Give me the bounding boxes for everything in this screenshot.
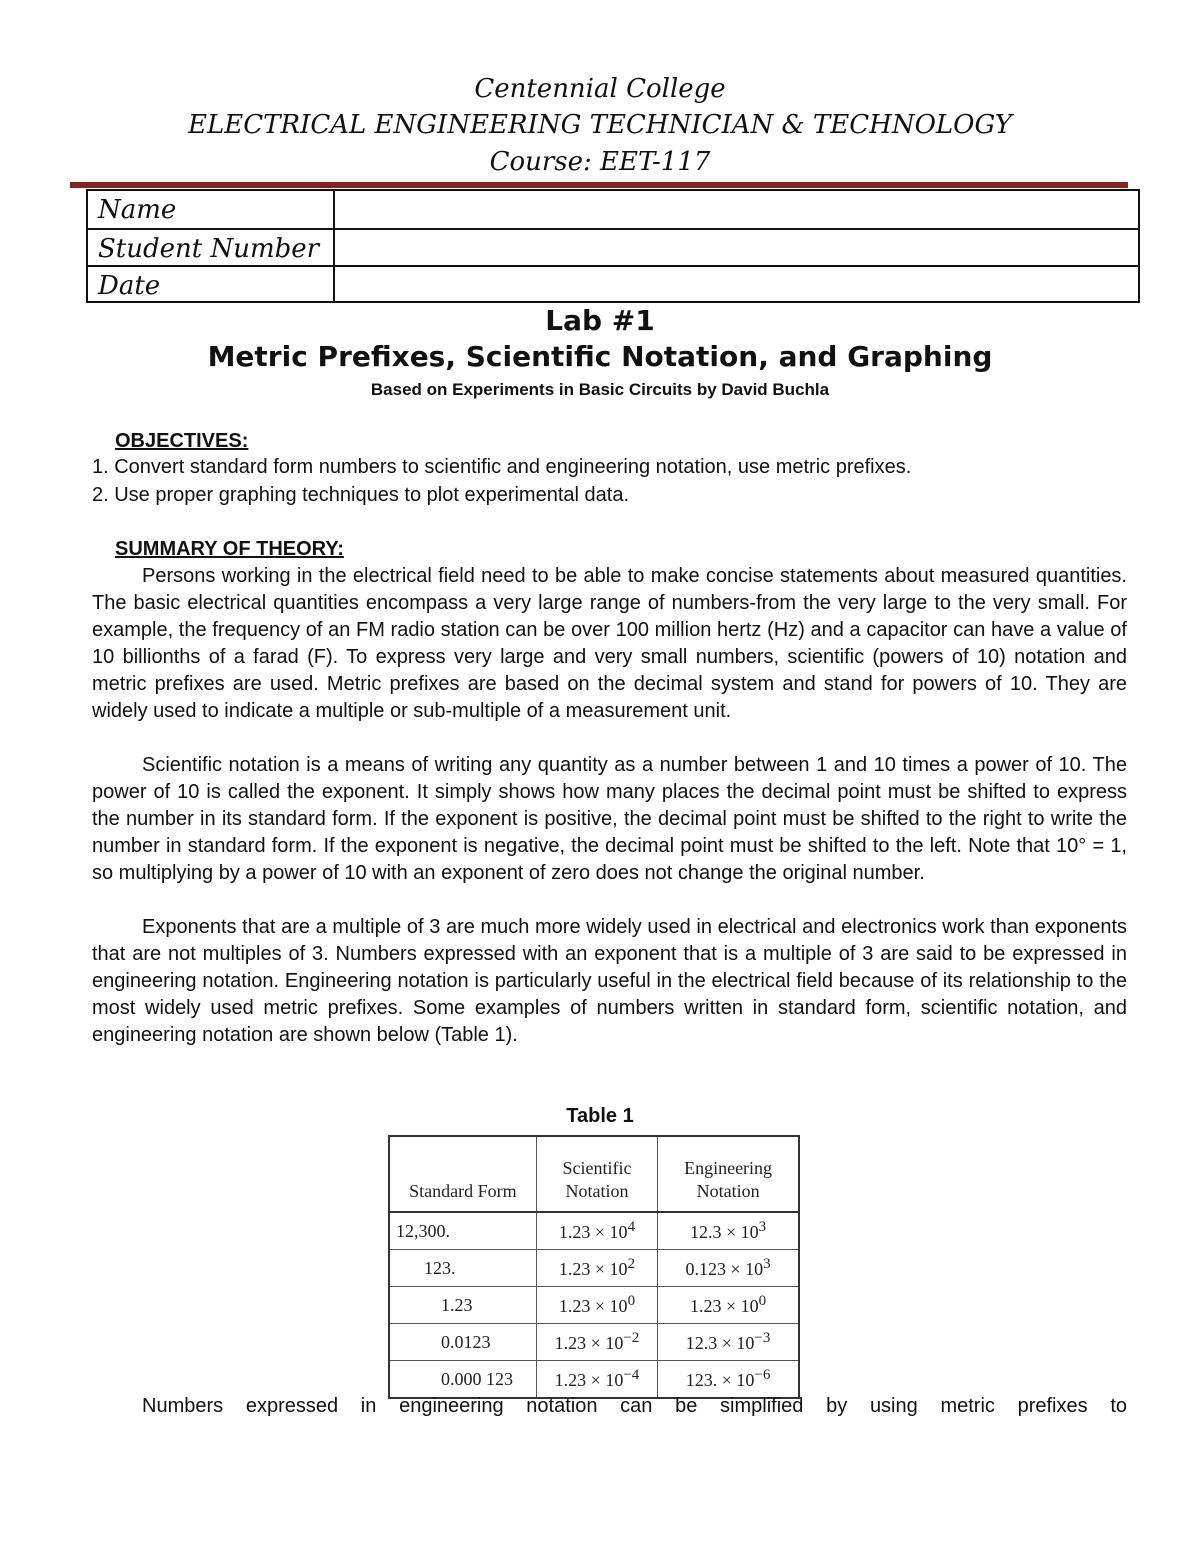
theory-paragraph: Persons working in the electrical field need to be able to make concise statements about measured quantities. The basic electrical quantities encompass a very large range of numbers-from the very large to the very small. For example, the frequency of an FM radio station can be over 100 million hertz (Hz) and a capacitor can have a value of 10 billionths of a farad (F). To express very large and very small numbers, scientific (powers of 10) notation and metric prefixes are used. Metric prefixes are based on the decimal system and stand for powers of 10. They are widely used to indicate a multiple or sub-multiple of a measurement unit. — [92, 565, 1127, 722]
closing-paragraph: Numbers expressed in engineering notation can be simplified by using metric prefixes to — [142, 1395, 1127, 1417]
objective-item: 1. Convert standard form numbers to scientific and engineering notation, use metric prefixes. — [92, 456, 912, 478]
lab-title: Metric Prefixes, Scientific Notation, and Graphing — [207, 340, 993, 373]
standard-form-cell: 12,300. — [389, 1212, 536, 1250]
engineering-cell: $12.3 \times 10^{-3}$ — [658, 1324, 799, 1361]
notation-table — [388, 1135, 800, 1399]
student-number-label: Student Number — [98, 234, 320, 264]
header-scientific-notation: Scientific Notation — [536, 1136, 657, 1212]
college-name: Centennial College — [474, 74, 726, 104]
lab-source: Based on Experiments in Basic Circuits by David Buchla — [370, 380, 830, 399]
student-info-table — [86, 189, 1140, 303]
name-label: Name — [98, 195, 177, 225]
theory-paragraph: Exponents that are a multiple of 3 are much more widely used in electrical and electronics work than exponents that are not multiples of 3. Numbers expressed with an exponent that is a multiple of 3 are said to be expressed in engineering notation. Engineering notation is particularly useful in the electrical field because of its relationship to the most widely used metric prefixes. Some examples of numbers written in standard form, scientific notation, and engineering notation are shown below (Table 1). — [92, 916, 1127, 1046]
standard-form-cell: 123. — [389, 1250, 536, 1287]
info-row-student-number — [88, 228, 1138, 268]
table-caption: Table 1 — [566, 1105, 634, 1127]
standard-form-cell: 1.23 — [389, 1287, 536, 1324]
lab-number: Lab #1 — [545, 304, 655, 337]
student-number-field[interactable] — [337, 230, 1138, 266]
date-field[interactable] — [337, 267, 1138, 303]
engineering-cell: $0.123 \times 10^3$ — [658, 1250, 799, 1287]
standard-form-cell: 0.0123 — [389, 1324, 536, 1361]
engineering-cell: $1.23 \times 10^0$ — [658, 1287, 799, 1324]
theory-paragraph: Scientific notation is a means of writing any quantity as a number between 1 and 10 times a power of 10. The power of 10 is called the exponent. It simply shows how many places the decimal point must be shifted to express the number in its standard form. If the exponent is positive, the decimal point must be shifted to the right to write the number in standard form. If the exponent is negative, the decimal point must be shifted to the left. Note that 10° = 1, so multiplying by a power of 10 with an exponent of zero does not change the original number. — [92, 754, 1127, 884]
objective-item: 2. Use proper graphing techniques to plot experimental data. — [92, 484, 630, 506]
course-code: Course: EET-117 — [489, 147, 711, 177]
engineering-cell: $12.3 \times 10^3$ — [658, 1212, 799, 1250]
table-header-row — [389, 1136, 799, 1212]
table-row — [389, 1212, 799, 1250]
scientific-cell: $1.23 \times 10^{-4}$ — [536, 1361, 657, 1399]
header-standard-form: Standard Form — [389, 1136, 536, 1212]
info-row-name — [88, 191, 1138, 229]
standard-form-cell: 0.000 123 — [389, 1361, 536, 1399]
table-row — [389, 1250, 799, 1287]
table-row — [389, 1324, 799, 1361]
scientific-cell: $1.23 \times 10^0$ — [536, 1287, 657, 1324]
header-divider — [70, 182, 1128, 188]
objectives-heading: OBJECTIVES: — [115, 430, 249, 452]
engineering-cell: 123. × $10^{-6}$ — [658, 1361, 799, 1399]
info-row-date — [88, 265, 1138, 305]
table-row — [389, 1287, 799, 1324]
date-label: Date — [98, 271, 161, 301]
scientific-cell: $1.23 \times 10^{-2}$ — [536, 1324, 657, 1361]
theory-heading: SUMMARY OF THEORY: — [115, 538, 344, 560]
name-field[interactable] — [337, 191, 1138, 227]
scientific-cell: $1.23 \times 10^2$ — [536, 1250, 657, 1287]
department-name: ELECTRICAL ENGINEERING TECHNICIAN & TECHNOLOGY — [188, 110, 1012, 140]
scientific-cell: $1.23 \times 10^4$ — [536, 1212, 657, 1250]
header-engineering-notation: Engineering Notation — [658, 1136, 799, 1212]
